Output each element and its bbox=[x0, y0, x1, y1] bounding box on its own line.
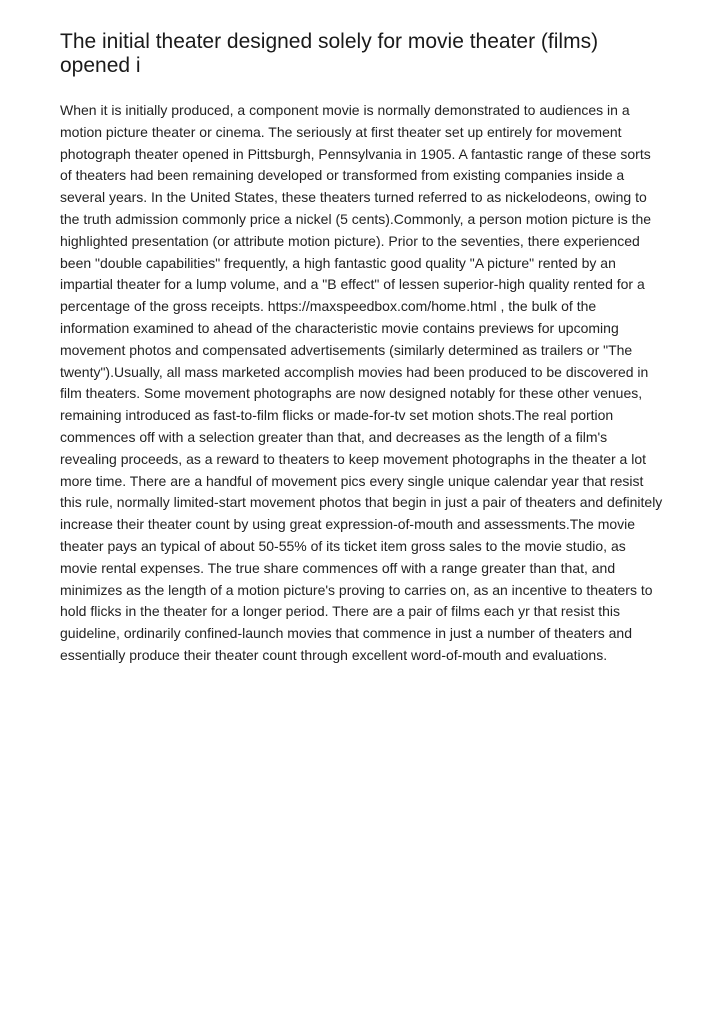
document-body: When it is initially produced, a component movie is normally demonstrated to audiences in a motion picture theater or cinema. The seriously at first theater set up entirely for movement photograph theater opened in Pittsburgh, Pennsylvania in 1905. A fantastic range of these sorts of theaters had been remaining developed or transformed from existing companies inside a several years. In the United States, these theaters turned referred to as nickelodeons, owing to the truth admission commonly price a nickel (5 cents).Commonly, a person motion picture is the highlighted presentation (or attribute motion picture). Prior to the seventies, there experienced been "double capabilities" frequently, a high fantastic good quality "A picture" rented by an impartial theater for a lump volume, and a "B effect" of lessen superior-high quality rented for a percentage of the gross receipts. https://maxspeedbox.com/home.html , the bulk of the information examined to ahead of the characteristic movie contains previews for upcoming movement photos and compensated advertisements (similarly determined as trailers or "The twenty").Usually, all mass marketed accomplish movies had been produced to be discovered in film theaters. Some movement photographs are now designed notably for these other venues, remaining introduced as fast-to-film flicks or made-for-tv set motion shots.The real portion commences off with a selection greater than that, and decreases as the length of a film's revealing proceeds, as a reward to theaters to keep movement photographs in the theater a lot more time. There are a handful of movement pics every single unique calendar year that resist this rule, normally limited-start movement photos that begin in just a pair of theaters and definitely increase their theater count by using great expression-of-mouth and assessments.The movie theater pays an typical of about 50-55% of its ticket item gross sales to the movie studio, as movie rental expenses. The true share commences off with a range greater than that, and minimizes as the length of a motion picture's proving to carries on, as an incentive to theaters to hold flicks in the theater for a longer period. There are a pair of films each yr that resist this guideline, ordinarily confined-launch movies that commence in just a number of theaters and essentially produce their theater count through excellent word-of-mouth and evaluations. bbox=[60, 102, 663, 663]
document-title: The initial theater designed solely for movie theater (films) opened i bbox=[60, 30, 599, 77]
document-page bbox=[60, 30, 664, 667]
